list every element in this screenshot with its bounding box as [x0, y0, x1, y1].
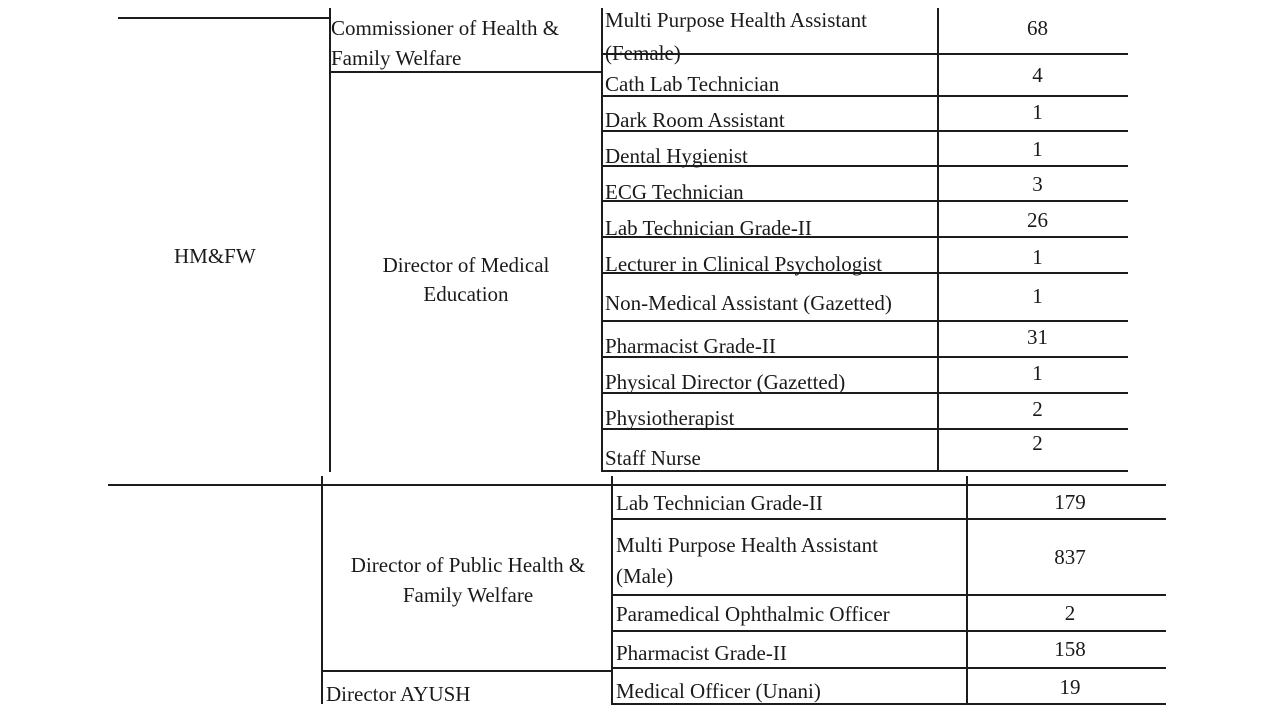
post-count: 3 [1032, 172, 1043, 196]
post-count: 1 [1032, 361, 1043, 385]
office-name: Education [423, 282, 509, 306]
post-name: Physiotherapist [605, 406, 735, 430]
office-name: Director of Public Health & [350, 553, 586, 577]
post-count: 31 [1027, 325, 1048, 349]
post-count: 1 [1032, 137, 1043, 161]
rule-row [611, 630, 1166, 632]
post-count: 68 [1027, 16, 1048, 40]
post-name: Lab Technician Grade-II [605, 216, 812, 240]
post-name: Multi Purpose Health Assistant [616, 533, 878, 557]
post-count: 1 [1032, 245, 1043, 269]
post-name: Medical Officer (Unani) [616, 679, 821, 703]
post-name: Lab Technician Grade-II [616, 491, 823, 515]
post-count: 837 [1054, 545, 1086, 569]
post-name: (Female) [605, 41, 681, 65]
rule-col2 [601, 8, 603, 472]
post-name: Lecturer in Clinical Psychologist [605, 252, 883, 276]
rule-section-divider [108, 484, 1166, 486]
rule-office-divider [321, 670, 613, 672]
office-name: Family Welfare [331, 46, 462, 70]
post-count: 1 [1032, 100, 1043, 124]
office-name: Family Welfare [402, 583, 534, 607]
post-count: 1 [1032, 284, 1043, 308]
rule-top-left [118, 17, 330, 19]
post-name: Multi Purpose Health Assistant [605, 8, 867, 32]
rule-row [611, 518, 1166, 520]
post-name: Dental Hygienist [605, 144, 748, 168]
rule-row [601, 320, 1128, 322]
post-name: Dark Room Assistant [605, 108, 785, 132]
post-name: ECG Technician [605, 180, 744, 204]
post-count: 2 [1064, 601, 1076, 625]
post-count: 26 [1027, 208, 1048, 232]
rule-col3 [966, 476, 968, 704]
post-count: 158 [1054, 637, 1086, 661]
office-name: Director of Medical [382, 253, 550, 277]
post-name: Pharmacist Grade-II [616, 641, 787, 665]
post-count: 2 [1032, 431, 1043, 455]
post-count: 2 [1032, 397, 1043, 421]
post-name: Pharmacist Grade-II [605, 334, 776, 358]
rule-office-divider [329, 71, 603, 73]
post-count: 4 [1032, 63, 1043, 87]
post-name: (Male) [616, 564, 674, 588]
post-count: 19 [1059, 675, 1081, 699]
rule-col1 [329, 8, 331, 472]
office-name: Commissioner of Health & [331, 16, 560, 40]
post-count: 179 [1054, 490, 1086, 514]
office-name: Director AYUSH [326, 682, 471, 706]
department-label: HM&FW [174, 244, 256, 268]
post-name: Paramedical Ophthalmic Officer [616, 602, 890, 626]
rule-row [611, 667, 1166, 669]
post-name: Non-Medical Assistant (Gazetted) [605, 291, 892, 315]
post-name: Staff Nurse [605, 446, 701, 470]
rule-col3 [937, 8, 939, 470]
post-name: Cath Lab Technician [605, 72, 780, 96]
rule-row [611, 594, 1166, 596]
post-name: Physical Director (Gazetted) [605, 370, 846, 394]
